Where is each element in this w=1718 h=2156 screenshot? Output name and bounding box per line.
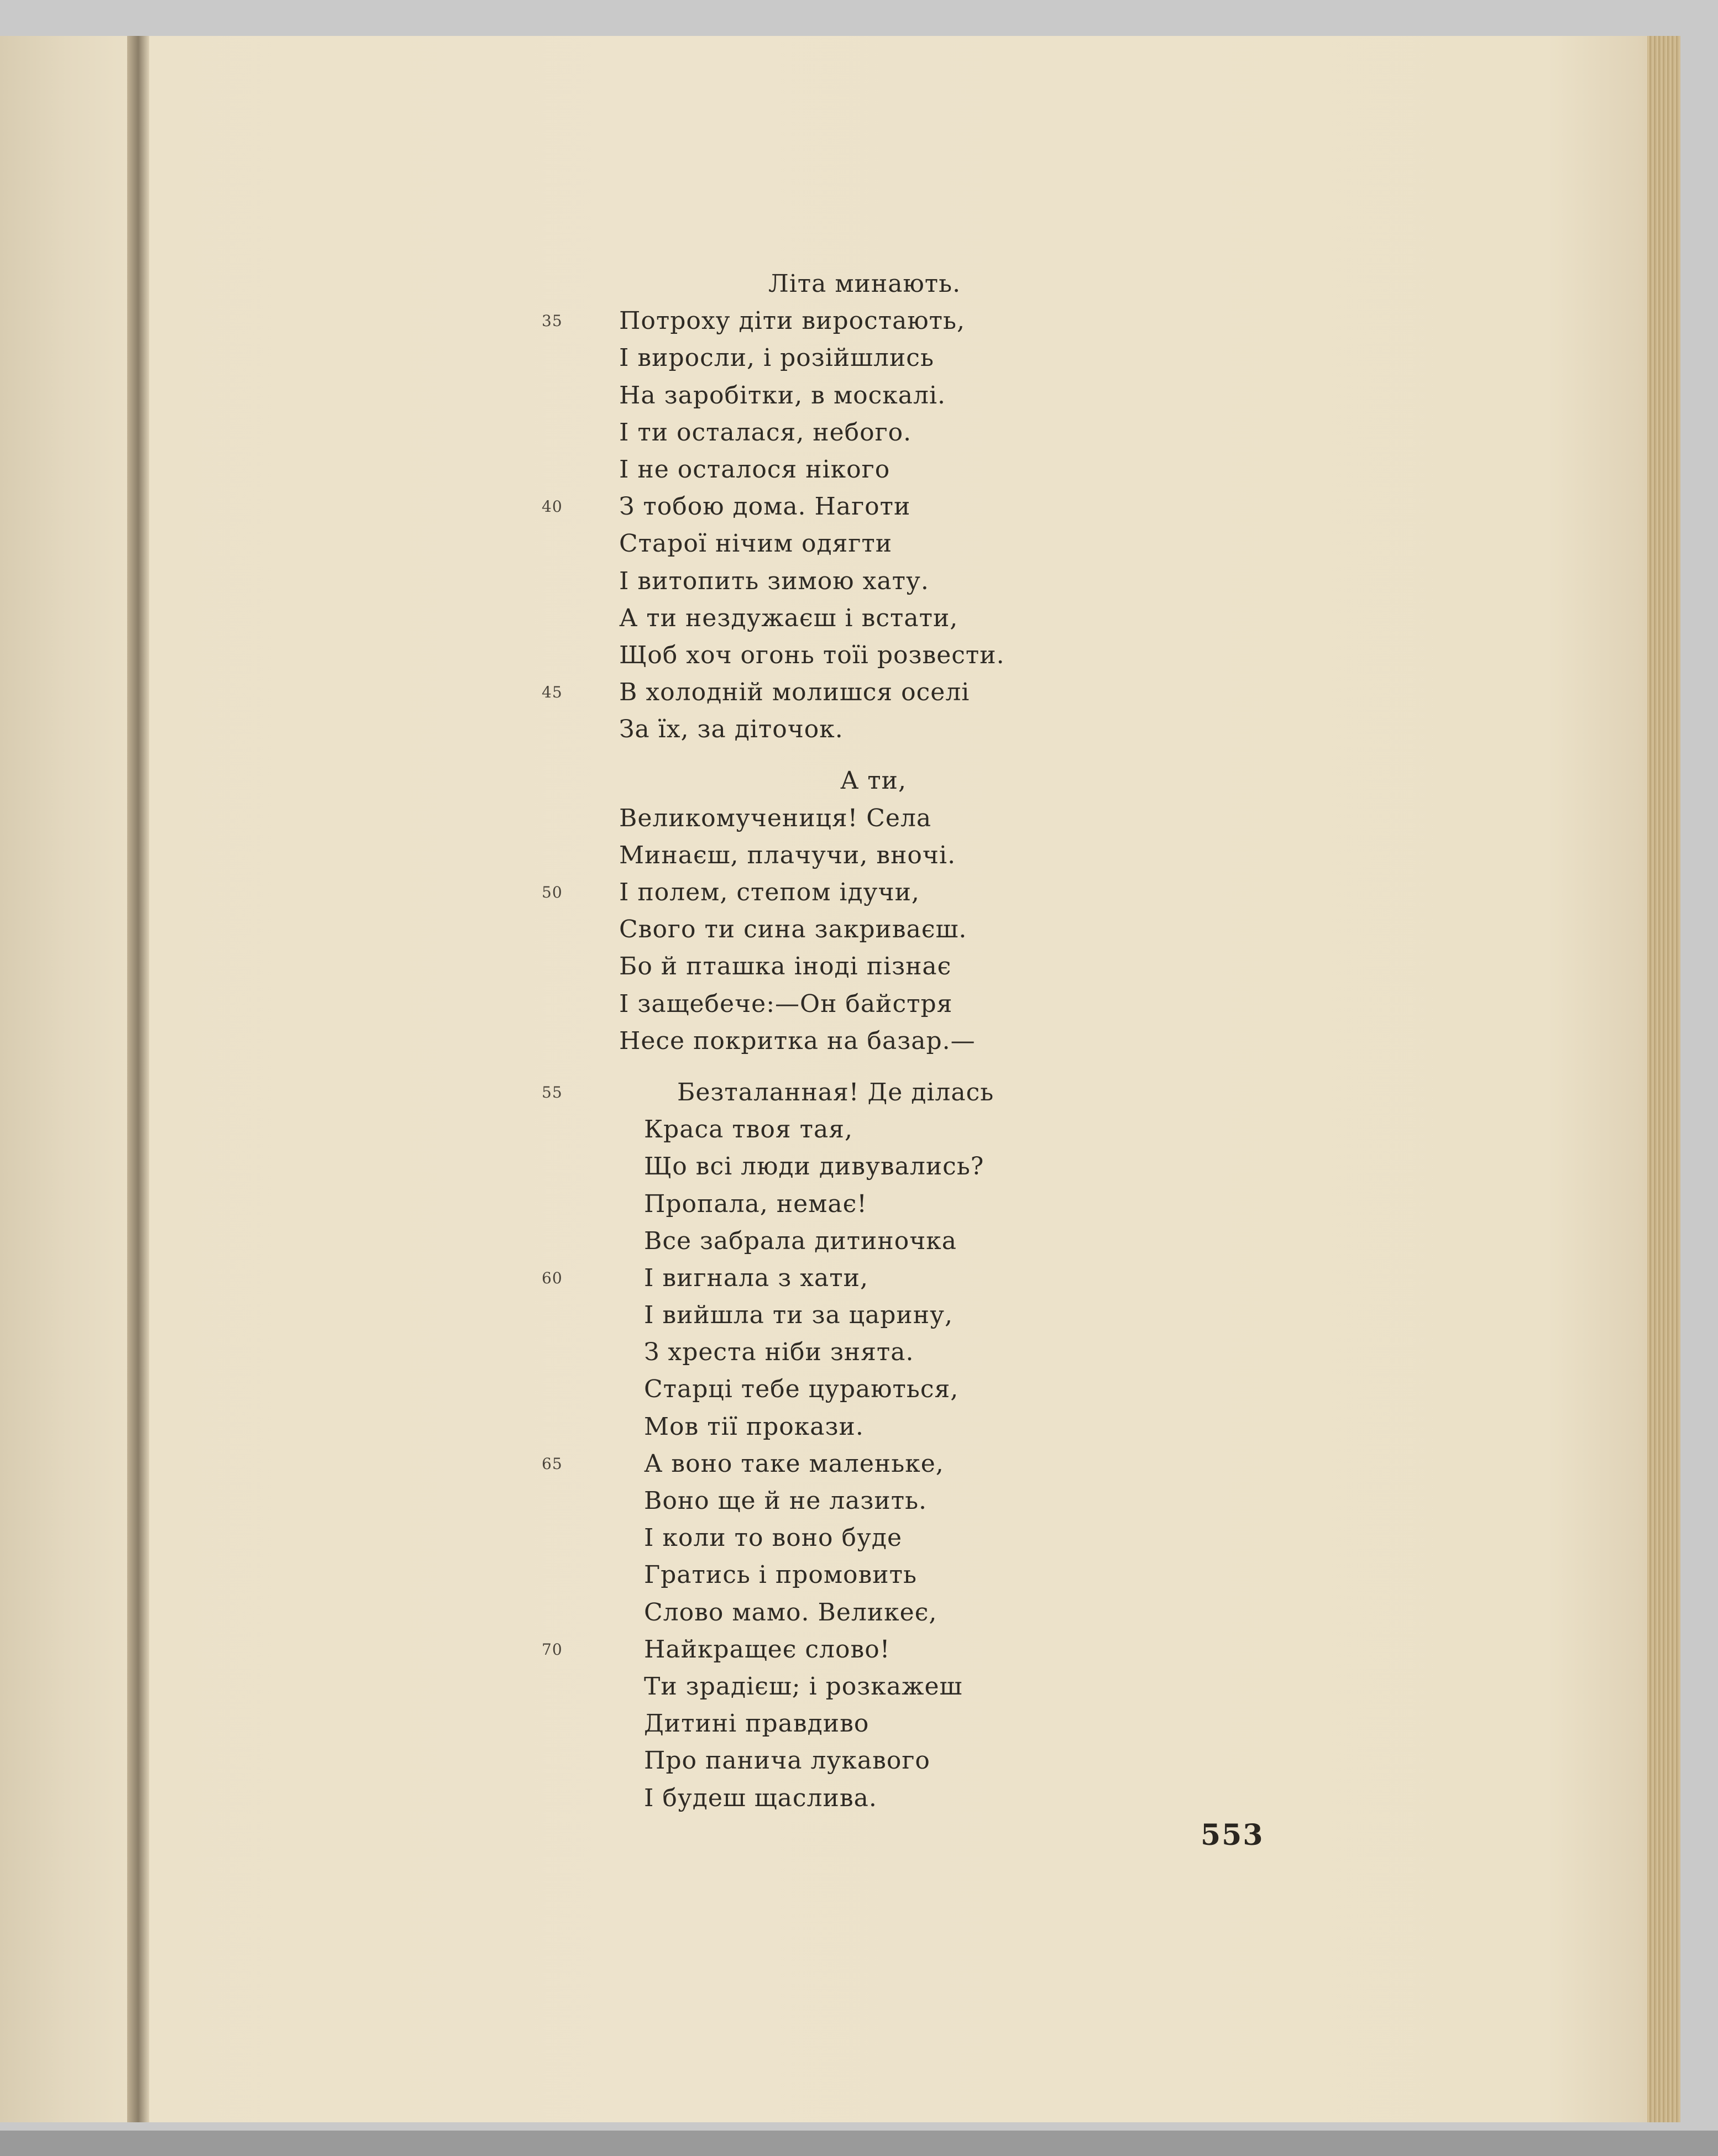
line-text: В холодній молишся оселі: [619, 678, 970, 707]
line-text: На заробітки, в москалі.: [619, 381, 946, 410]
line-number: 35: [542, 312, 563, 331]
poem-text: [542, 265, 1393, 1817]
poem-line: [619, 1742, 1393, 1779]
line-text: Літа минають.: [768, 270, 961, 298]
line-text: Безталанная! Де ділась: [677, 1078, 994, 1106]
poem-line: [619, 985, 1393, 1022]
line-text: А ти,: [840, 767, 907, 795]
scanner-bottom-bar: [0, 2131, 1718, 2156]
line-text: І будеш щаслива.: [644, 1783, 877, 1812]
line-text: Свого ти сина закриваєш.: [619, 915, 967, 944]
line-text: Старої нічим одягти: [619, 529, 893, 558]
line-text: Щоб хоч огонь тоїі розвести.: [619, 641, 1005, 669]
poem-line: [619, 414, 1393, 451]
line-text: Слово мамо. Великеє,: [644, 1598, 937, 1627]
poem-line: [619, 1668, 1393, 1705]
page-number: 553: [1201, 1818, 1264, 1852]
line-text: Дитині правдиво: [644, 1709, 870, 1738]
poem-line: [619, 1705, 1393, 1742]
line-text: Краса твоя тая,: [644, 1115, 853, 1144]
line-number: 60: [542, 1268, 563, 1287]
poem-line: [619, 1371, 1393, 1408]
line-text: Пропала, немає!: [644, 1189, 867, 1218]
book-gutter: [127, 36, 149, 2122]
line-text: Гратись і промовить: [644, 1561, 917, 1590]
poem-line: [619, 339, 1393, 376]
line-text: І не осталося нікого: [619, 455, 891, 484]
line-text: І защебече:—Он байстря: [619, 989, 953, 1018]
line-text: Воно ще й не лазить.: [644, 1487, 928, 1515]
line-text: І вигнала з хати,: [644, 1263, 868, 1292]
poem-line: [619, 762, 1393, 799]
line-text: І полем, степом ідучи,: [619, 878, 920, 906]
line-number: 45: [542, 683, 563, 702]
poem-line: [542, 488, 1393, 525]
poem-line: [619, 1594, 1393, 1631]
line-text: Про панича лукавого: [644, 1746, 930, 1775]
line-text: І витопить зимою хату.: [619, 566, 929, 595]
line-text: За їх, за діточок.: [619, 715, 844, 744]
line-text: Потроху діти виростають,: [619, 307, 965, 335]
poem-line: [619, 837, 1393, 874]
poem-line: [542, 674, 1393, 711]
line-text: І вийшла ти за царину,: [644, 1301, 953, 1330]
line-text: З тобою дома. Наготи: [619, 492, 911, 521]
line-text: І коли то воно буде: [644, 1524, 903, 1552]
line-text: І виросли, і розійшлись: [619, 344, 934, 373]
poem-line: [619, 1297, 1393, 1334]
poem-line: [619, 1111, 1393, 1148]
line-number: 55: [542, 1083, 563, 1101]
poem-line: [619, 563, 1393, 600]
poem-line: [619, 1780, 1393, 1817]
line-number: 70: [542, 1640, 563, 1659]
book-page: [0, 36, 1680, 2122]
poem-line: [619, 1482, 1393, 1519]
poem-line: [619, 377, 1393, 414]
line-text: Минаєш, плачучи, вночі.: [619, 841, 956, 869]
line-text: Несе покритка на базар.—: [619, 1026, 976, 1055]
poem-line: [542, 1260, 1393, 1297]
poem-line: [542, 1631, 1393, 1668]
poem-line: [619, 800, 1393, 837]
line-text: А ти нездужаєш і встати,: [619, 604, 958, 632]
line-text: Великомучениця! Села: [619, 804, 932, 832]
poem-line: [619, 1334, 1393, 1371]
poem-line: [619, 1556, 1393, 1593]
line-number: 65: [542, 1454, 563, 1473]
line-text: Найкращеє слово!: [644, 1635, 891, 1664]
poem-line: [619, 1022, 1393, 1059]
poem-line: [619, 600, 1393, 637]
poem-line: [619, 1148, 1393, 1185]
line-text: Все забрала дитиночка: [644, 1226, 957, 1255]
line-text: З хреста ніби знята.: [644, 1338, 914, 1367]
line-text: І ти осталася, небого.: [619, 418, 912, 447]
line-text: Мов тії прокази.: [644, 1412, 864, 1441]
poem-line: [619, 1408, 1393, 1445]
poem-line: [619, 1185, 1393, 1223]
page-edges: [1647, 36, 1680, 2122]
poem-line: [619, 637, 1393, 674]
line-number: 50: [542, 883, 563, 901]
line-text: Бо й пташка іноді пізнає: [619, 952, 952, 981]
poem-line: [619, 265, 1393, 302]
poem-line: [619, 1223, 1393, 1260]
poem-line: [542, 1445, 1393, 1482]
poem-line: [542, 874, 1393, 911]
line-number: 40: [542, 497, 563, 516]
poem-line: [619, 911, 1393, 948]
poem-line: [542, 1074, 1393, 1111]
line-text: А воно таке маленьке,: [644, 1449, 944, 1478]
line-text: Ти зрадієш; і розкажеш: [644, 1672, 963, 1701]
poem-line: [619, 525, 1393, 562]
line-text: Що всі люди дивувались?: [644, 1152, 984, 1181]
poem-line: [619, 1519, 1393, 1556]
poem-line: [542, 302, 1393, 339]
poem-line: [619, 451, 1393, 488]
poem-line: [619, 711, 1393, 748]
line-text: Старці тебе цураються,: [644, 1375, 959, 1404]
poem-line: [619, 948, 1393, 985]
